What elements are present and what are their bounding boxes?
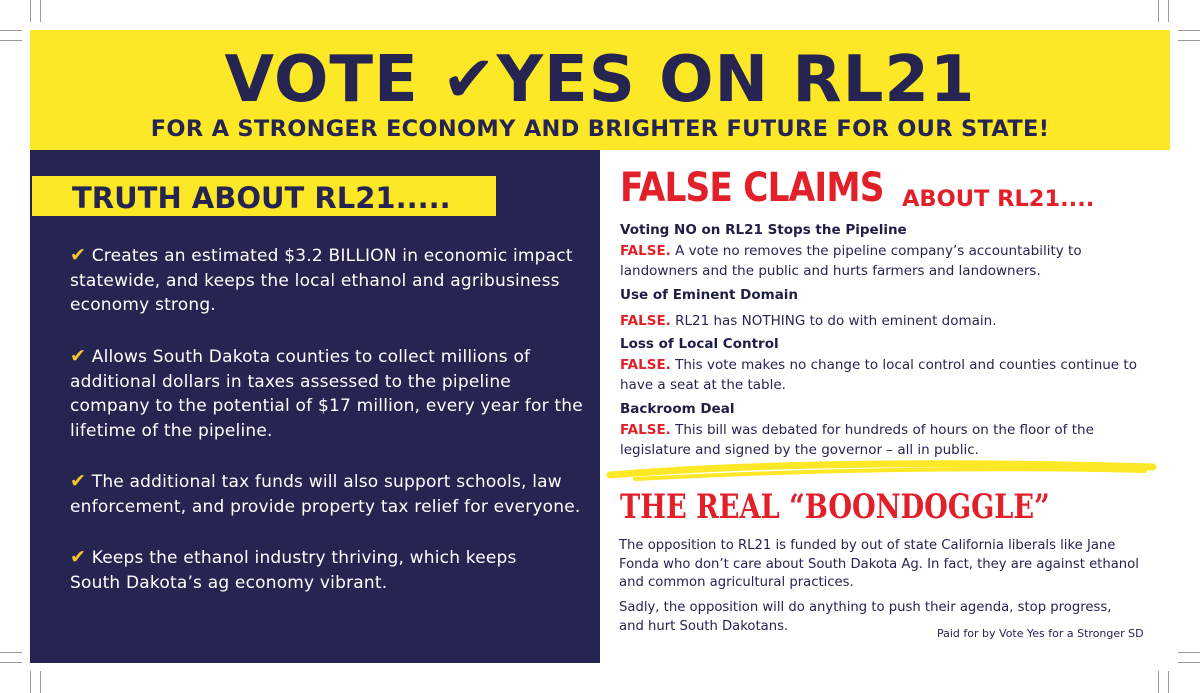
paid-for-disclaimer: Paid for by Vote Yes for a Stronger SD	[937, 627, 1144, 640]
claim-heading: Voting NO on RL21 Stops the Pipeline	[620, 222, 907, 238]
claim-heading: Use of Eminent Domain	[620, 287, 799, 303]
crop-mark	[0, 30, 22, 31]
truth-bullet	[70, 469, 590, 519]
crop-mark	[1168, 671, 1169, 693]
crop-mark	[1178, 40, 1200, 41]
checkmark-icon: ✔	[70, 470, 87, 492]
crop-mark	[1178, 652, 1200, 653]
headline-yes: YES ON RL21	[496, 43, 976, 117]
crop-mark	[1178, 30, 1200, 31]
rebuttal-text: This bill was debated for hundreds of hours on the floor of the legislature and signed by the governor – all in public.	[620, 422, 1094, 458]
truth-bullet	[70, 243, 590, 318]
checkmark-icon: ✔	[70, 244, 87, 266]
false-label: FALSE.	[620, 422, 671, 438]
truth-bullet	[70, 344, 590, 443]
headline-vote: VOTE	[224, 43, 419, 117]
crop-mark	[40, 671, 41, 693]
crop-mark	[0, 40, 22, 41]
crop-mark	[30, 671, 31, 693]
false-label: FALSE.	[620, 313, 671, 329]
crop-mark	[1168, 0, 1169, 22]
crop-mark	[40, 0, 41, 22]
crop-mark	[1158, 671, 1159, 693]
claim-rebuttal	[620, 420, 1150, 460]
false-label: FALSE.	[620, 243, 671, 259]
claim-rebuttal	[620, 311, 1150, 331]
claim-heading: Backroom Deal	[620, 401, 735, 417]
opposition-paragraph: Sadly, the opposition will do anything to push their agenda, stop progress, and hurt South Dakotans.	[619, 600, 1112, 634]
opposition-paragraph: The opposition to RL21 is funded by out of state California liberals like Jane Fonda who don’t care about South Dakota Ag. In fact, they are against ethanol and common agricultural practices.	[619, 538, 1139, 590]
rebuttal-text: This vote makes no change to local control and counties continue to have a seat at the table.	[620, 357, 1137, 393]
subheadline: FOR A STRONGER ECONOMY AND BRIGHTER FUTURE FOR OUR STATE!	[150, 116, 1050, 142]
false-label: FALSE.	[620, 357, 671, 373]
false-claims-subtitle: ABOUT RL21....	[902, 186, 1095, 212]
highlighter-stroke	[605, 455, 1165, 485]
crop-mark	[30, 0, 31, 22]
bullet-text: The additional tax funds will also support schools, law enforcement, and provide property tax relief for everyone.	[70, 472, 581, 517]
claim-heading: Loss of Local Control	[620, 336, 779, 352]
checkmark-icon: ✔	[70, 546, 87, 568]
crop-mark	[1158, 0, 1159, 22]
false-claims-title: FALSE CLAIMS	[620, 165, 884, 211]
bullet-text: Keeps the ethanol industry thriving, which keeps South Dakota’s ag economy vibrant.	[70, 548, 517, 593]
rebuttal-text: RL21 has NOTHING to do with eminent domain.	[675, 313, 997, 329]
bullet-text: Creates an estimated $3.2 BILLION in economic impact statewide, and keeps the local ethanol and agribusiness economy strong.	[70, 246, 573, 315]
bullet-text: Allows South Dakota counties to collect millions of additional dollars in taxes assessed to the pipeline company to the potential of $17 million, every year for the lifetime of the pipeline.	[70, 347, 583, 441]
truth-banner	[32, 176, 496, 216]
crop-mark	[0, 652, 22, 653]
crop-mark	[1178, 662, 1200, 663]
crop-mark	[0, 662, 22, 663]
headline	[30, 40, 1170, 120]
truth-title: TRUTH ABOUT RL21.....	[72, 181, 451, 215]
checkmark-icon: ✔	[70, 345, 87, 367]
header-banner	[30, 30, 1170, 150]
rebuttal-text: A vote no removes the pipeline company’s accountability to landowners and the public and hurts farmers and landowners.	[620, 243, 1082, 279]
boondoggle-title: THE REAL “BOONDOGGLE”	[620, 487, 1050, 527]
checkmark-icon: ✔	[442, 43, 497, 117]
claim-rebuttal	[620, 241, 1150, 281]
truth-bullet	[70, 545, 540, 595]
claim-rebuttal	[620, 355, 1150, 395]
